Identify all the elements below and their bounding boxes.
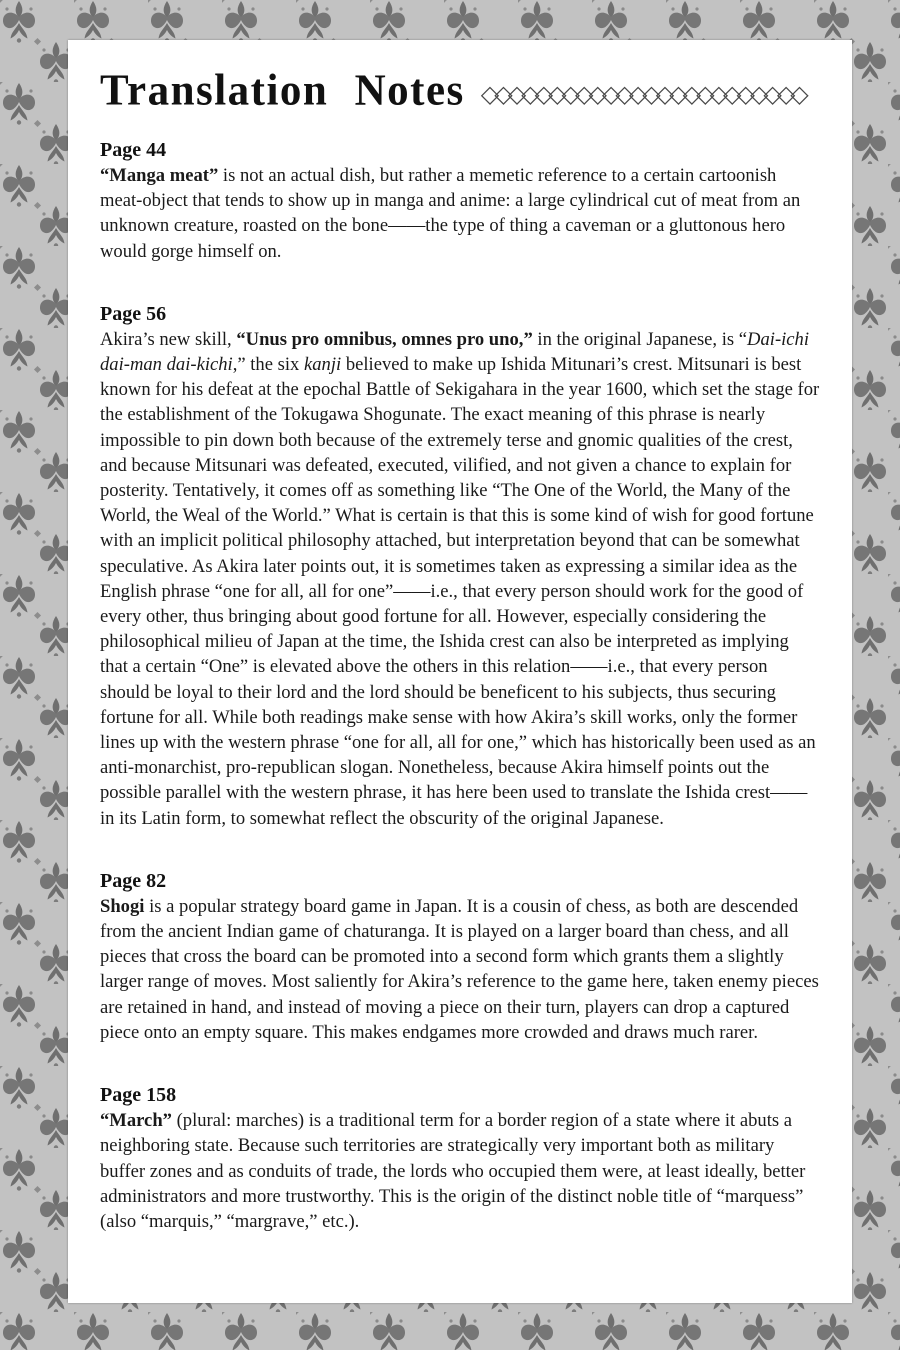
bold-term: “Unus pro omnibus, omnes pro uno,”: [236, 328, 533, 350]
section-paragraph: [100, 163, 820, 264]
body-text: is not an actual dish, but rather a memetic reference to a certain cartoonish meat-object that tends to show up in manga and anime: a large cylindrical cut of meat from an unknown creature, roasted on the bone——the type of thing a caveman or a gluttonous hero would gorge himself on.: [100, 165, 801, 262]
body-text: (plural: marches) is a traditional term for a border region of a state where it abuts a neighboring state. Because such territories are strategically very important both as military buffer zones and as conduits of trade, the lords who occupied them were, at least ideally, better administrators and more trustworthy. This is the origin of the distinct noble title of “marquess” (also “marquis,” “margrave,” etc.).: [100, 1110, 806, 1232]
note-section: [100, 301, 820, 831]
notes-panel: [68, 40, 852, 1303]
bold-term: “March”: [100, 1110, 172, 1132]
section-heading: Page 56: [100, 302, 167, 325]
page-title: Translation Notes: [100, 65, 465, 115]
note-section: [100, 137, 820, 264]
section-paragraph: [100, 327, 820, 831]
note-section: [100, 1082, 820, 1234]
body-text: ,” the six: [232, 354, 304, 376]
body-text: Akira’s new skill,: [100, 328, 237, 350]
body-text: believed to make up Ishida Mitunari’s crest. Mitsunari is best known for his defeat at the epochal Battle of Sekigahara in the year 1600, which set the stage for the establishment of the Tokugawa Shogunate. The exact meaning of this phrase is nearly impossible to pin down both because of the extremely terse and gnomic qualities of the crest, and because Mitsunari was defeated, executed, vilified, and not given a chance to explain for posterity. Tentatively, it comes off as something like “The One of the World, the Many of the World, the Weal of the World.” What is certain is that this is some kind of wish for good fortune with an implicit political philosophy attached, but interpretation beyond that can be somewhat speculative. As Akira later points out, it is sometimes taken as expressing a similar idea as the English phrase “one for all, all for one”——i.e., that every person should work for the good of every other, thus bringing about good fortune for all. However, especially considering the philosophical milieu of Japan at the time, the Ishida crest can also be interpreted as implying that a certain “One” is elevated above the others in this relation——i.e., that every person should be loyal to their lord and the lord should be beneficent to his subjects, thus securing fortune for all. While both readings make sense with how Akira’s skill works, only the former lines up with the western phrase “one for all, all for one,” which has historically been used as an anti-monarchist, pro-republican slogan. Nonetheless, because Akira himself points out the possible parallel with the western phrase, it has here been used to translate the Ishida crest——in its Latin form, to somewhat reflect the obscurity of the original Japanese.: [100, 354, 820, 829]
note-section: [100, 868, 820, 1045]
section-paragraph: [100, 894, 820, 1045]
diamond-chain-ornament: ◇◇◇◇◇◇◇◇◇◇◇◇◇◇◇◇◇◇◇◇◇◇◇◇: [480, 80, 804, 108]
section-paragraph: [100, 1108, 820, 1234]
italic-term: kanji: [303, 354, 342, 376]
body-text: in the original Japanese, is “: [532, 328, 748, 350]
section-heading: Page 82: [100, 869, 167, 892]
title-bar: [100, 60, 820, 120]
section-heading: Page 44: [100, 139, 167, 161]
section-heading: Page 158: [100, 1084, 177, 1107]
italic-term: Dai-ichi dai-man dai-kichi: [100, 328, 810, 376]
bold-term: Shogi: [100, 895, 145, 917]
body-text: is a popular strategy board game in Japan. It is a cousin of chess, as both are descended from the ancient Indian game of chaturanga. It is played on a larger board than chess, and all pieces that cross the board can be promoted into a second form which grants them a slightly larger range of moves. Most saliently for Akira’s reference to the game here, taken enemy pieces are retained in hand, and instead of moving a piece on their turn, players can drop a captured piece onto an empty square. This makes endgames more crowded and draws much rarer.: [100, 895, 819, 1043]
bold-term: “Manga meat”: [100, 165, 219, 186]
notes-sections: [100, 137, 820, 1234]
